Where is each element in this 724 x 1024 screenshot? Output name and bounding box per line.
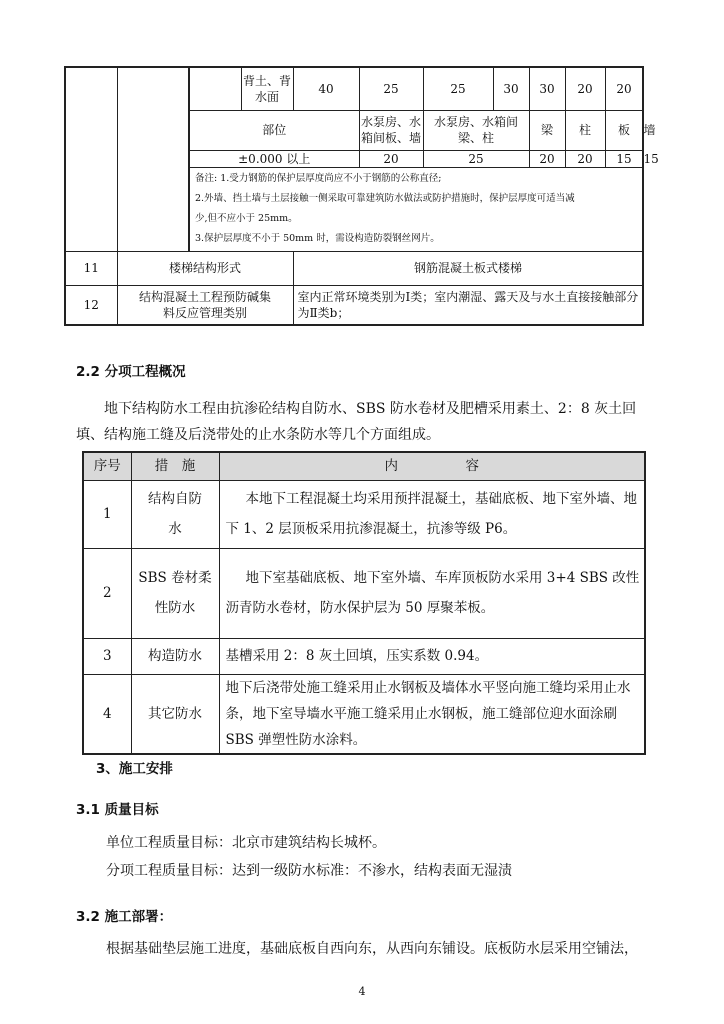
table-cell: 楼梯结构形式	[117, 251, 293, 285]
note-line: 少,但不应小于 25mm。	[195, 213, 298, 224]
paragraph: 根据基础垫层施工进度，基础底板自西向东，从西向东铺设。底板防水层采用空铺法，	[106, 941, 638, 957]
table-header-cell: 内 容	[219, 452, 645, 480]
note-line: 3.保护层厚度不小于 50mm 时，需设构造防裂钢丝网片。	[195, 233, 440, 244]
table-cell: 2	[83, 548, 131, 638]
table-cell: 柱	[565, 110, 605, 150]
table-row	[83, 548, 645, 638]
table-row	[65, 251, 643, 285]
waterproofing-table	[82, 451, 646, 755]
concrete-cover-table	[64, 66, 659, 326]
table-cell: 20	[359, 150, 423, 167]
table-cell: 12	[65, 285, 117, 325]
table-cell: 室内正常环境类别为Ⅰ类；室内潮湿、露天及与水土直接接触部分为Ⅱ类b；	[293, 285, 643, 325]
table-cell: 20	[605, 67, 643, 110]
table-row: 部位 水泵房、水箱间板、墙 水泵房、水箱间梁、柱 梁 柱 板 墙	[65, 110, 643, 150]
table-cell: 1	[83, 480, 131, 548]
table-cell	[117, 67, 189, 251]
table-cell: 40	[293, 67, 359, 110]
table-cell: 25	[423, 150, 529, 167]
table-header-row	[83, 452, 645, 480]
paragraph: 分项工程质量目标：达到一级防水标准：不渗水，结构表面无湿渍	[106, 863, 512, 879]
table-cell	[189, 67, 241, 110]
table-cell: 11	[65, 251, 117, 285]
page-number: 4	[358, 985, 366, 998]
paragraph: 单位工程质量目标：北京市建筑结构长城杯。	[106, 835, 386, 851]
table-row	[83, 674, 645, 754]
table-cell: ±0.000 以上	[189, 150, 359, 167]
table-cell: 30	[529, 67, 565, 110]
table-cell: 水泵房、水箱间板、墙	[359, 110, 423, 150]
table-cell: 构造防水	[131, 638, 219, 674]
table-row	[65, 285, 643, 325]
table-cell: 地下后浇带处施工缝采用止水钢板及墙体水平竖向施工缝均采用止水条，地下室导墙水平施工缝采用止水钢板，施工缝部位迎水面涂刷 SBS 弹塑性防水涂料。	[219, 674, 645, 754]
table-cell: 其它防水	[131, 674, 219, 754]
paragraph: 地下结构防水工程由抗渗砼结构自防水、SBS 防水卷材及肥槽采用素土、2：8 灰土回填、结构施工缝及后浇带处的止水条防水等几个方面组成。	[76, 401, 637, 443]
note-line: 备注: 1.受力钢筋的保护层厚度尚应不小于钢筋的公称直径;	[195, 173, 442, 184]
table-cell: 钢筋混凝土板式楼梯	[293, 251, 643, 285]
table-cell: 结构混凝土工程预防碱集料反应管理类别	[117, 285, 293, 325]
table-row	[65, 67, 643, 110]
table-cell: 3	[83, 638, 131, 674]
section-heading: 3、施工安排	[96, 761, 173, 777]
table-cell: SBS 卷材柔性防水	[131, 548, 219, 638]
table-cell: 本地下工程混凝土均采用预拌混凝土，基础底板、地下室外墙、地下 1、2 层顶板采用抗渗混凝土，抗渗等级 P6。	[219, 480, 645, 548]
table-cell: 梁	[529, 110, 565, 150]
table-cell: 板	[605, 110, 643, 150]
table-cell: 25	[423, 67, 493, 110]
table-cell	[65, 67, 117, 251]
table-cell: 部位	[189, 110, 359, 150]
table-row: ±0.000 以上 20 25 20 20 15 15	[65, 150, 643, 167]
table-cell: 30	[493, 67, 529, 110]
section-heading: 3.2 施工部署：	[76, 909, 173, 925]
table-cell: 20	[565, 150, 605, 167]
table-cell: 4	[83, 674, 131, 754]
table-header-cell: 措 施	[131, 452, 219, 480]
table-row	[83, 638, 645, 674]
table-cell: 结构自防水	[131, 480, 219, 548]
table-cell: 背土、背水面	[241, 67, 293, 110]
table-cell: 20	[565, 67, 605, 110]
section-heading: 2.2 分项工程概况	[76, 364, 186, 380]
table-cell: 水泵房、水箱间梁、柱	[423, 110, 529, 150]
table-cell: 基槽采用 2：8 灰土回填，压实系数 0.94。	[219, 638, 645, 674]
table-row	[83, 480, 645, 548]
notes-cell	[189, 167, 643, 251]
table-cell: 25	[359, 67, 423, 110]
table-header-cell: 序号	[83, 452, 131, 480]
table-cell: 20	[529, 150, 565, 167]
table-cell: 15	[605, 150, 643, 167]
section-heading: 3.1 质量目标	[76, 802, 159, 818]
note-line: 2.外墙、挡土墙与土层接触一侧采取可靠建筑防水做法或防护措施时，保护层厚度可适当减	[195, 193, 575, 204]
table-cell: 地下室基础底板、地下室外墙、车库顶板防水采用 3+4 SBS 改性沥青防水卷材，防水保护层为 50 厚聚苯板。	[219, 548, 645, 638]
